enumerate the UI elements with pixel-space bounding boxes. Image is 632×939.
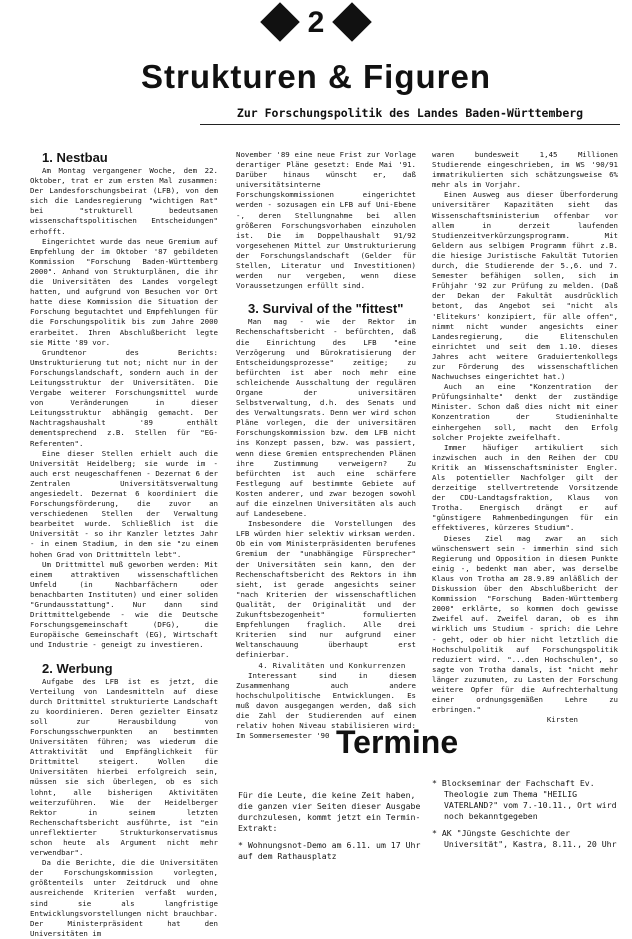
paragraph: Interessant sind in diesem Zusammenhang auch andere hochschulpolitische Entwicklungen. Es muß davon ausgegangen werden, daß sich die Zahl der Studierenden auf einem relativ hohen Niveau stabilisieren wird: Im Sommersemester '90 bbox=[236, 670, 416, 741]
termine-item-ak: * AK "Jüngste Geschichte der Universität", Kastra, 8.11., 20 Uhr bbox=[432, 828, 617, 849]
section-heading-survival: 3. Survival of the "fittest" bbox=[248, 301, 404, 317]
section-heading-nestbau: 1. Nestbau bbox=[42, 150, 108, 165]
issue-number: 2 bbox=[307, 6, 325, 39]
section-heading-rivalitaeten: 4. Rivalitäten und Konkurrenzen bbox=[258, 660, 406, 670]
paragraph: Grundtenor des Berichts: Umstrukturierung tut not; nicht nur in der Forschungslandschaft, sondern auch in der Leitungsstruktur der Universitäten. Die Vergabe weiterer Forschungsmittel wurde von Veränderungen in dieser Leitungsstruktur abhängig gemacht. Der Nachtragshaushalt '89 enthält dementsprechend z.B. Stellen für "EG-Referenten". bbox=[30, 347, 218, 448]
article-subtitle: Zur Forschungspolitik des Landes Baden-Württemberg bbox=[236, 106, 584, 120]
paragraph: Auch an eine "Konzentration der Prüfungsinhalte" denkt der zuständige Minister. Schon daß dies nicht mit einer Konzentration der Studieninhalte einhergehen soll, macht den Erfolg solcher Projekte zweifelhaft. bbox=[432, 382, 618, 442]
paragraph: Man mag - wie der Rektor im Rechenschaftsbericht - befürchten, daß die Einrichtung des LFB "eine Verzögerung und Bürokratisierung der Entscheidungsprozesse" zeitige; zu befürchten ist aber noch mehr eine schleichende Ausschaltung der regulären Organe der universitären Selbstverwaltung, d.h. des Senats und des Verwaltungsrats. Denn wer wird schon Pläne vorlegen, die der universitären Forschungskommission bzw. dem LFB nicht ins Konzept passen, bzw. was passiert, wenn diese Gremien entsprechenden Plänen ihre Zustimmung verweigern? Zu befürchten ist auch eine schärfere Festlegung auf bestimmte Gebiete auf Kosten anderer, und zwar bezogen sowohl auf die einzelnen Universitäten als auch auf Landesebene. bbox=[236, 317, 416, 519]
diamond-right-icon bbox=[332, 2, 372, 42]
subtitle-rule bbox=[200, 124, 620, 125]
column-1 bbox=[30, 150, 218, 939]
paragraph: waren bundesweit 1,45 Millionen Studierende eingeschrieben, im WS '90/91 immatrikulierten sich schätzungsweise 6% mehr als im Vorjahr. bbox=[432, 150, 618, 190]
paragraph: Insbesondere die Vorstellungen des LFB würden hier selektiv wirksam werden. Ob ein vom Ministerpräsidenten berufenes Gremium der "unabhängige Fürsprecher" der Universitäten sein kann, den der Rechenschaftsbericht des Rektors in ihm sieht, ist gerade angesichts seiner "nach Kriterien der wissenschaftlichen Qualität, der Originalität und der Zukunftsbezogenheit" formulierten Empfehlungen fraglich. Alle drei Kriterien sind nur aufgrund einer Weltanschauung überhaupt erst definierbar. bbox=[236, 519, 416, 660]
termine-item-blockseminar: * Blockseminar der Fachschaft Ev. Theologie zum Thema "HEILIG VATERLAND?" vom 7.-10.11., Ort wird noch bekanntgegeben bbox=[432, 778, 617, 821]
paragraph: November '89 eine neue Frist zur Vorlage derartiger Pläne gesetzt: Ende Mai '91. Darüber hinaus wünscht er, daß universitätsinterne Forschungskommissionen eingerichtet werden - sozusagen ein LFB auf Uni-Ebene -, deren Stellungnahme bei allen größeren Forschungsvorhaben einzuholen ist. Die im Doppelhaushalt 91/92 vorgesehenen Mittel zur Umstrukturierung der Forschungslandschaft (Gelder für Stellen, Literatur und Investitionen) werden nur vergeben, wenn diese Voraussetzungen erfüllt sind. bbox=[236, 150, 416, 291]
paragraph: Da die Berichte, die die Universitäten der Forschungskommission vorlegten, größtenteils unter Zeitdruck und ohne ausreichende Kriterien verfaßt wurden, sind sie als langfristige Entwicklungsvorstellungen nicht brauchbar. Der Ministerpräsident hat den Universitäten im bbox=[30, 858, 218, 938]
masthead bbox=[0, 6, 632, 46]
paragraph: Um Drittmittel muß geworben werden: Mit einem attraktiven wissenschaftlichen Umfeld (in Nachbarfächern oder benachbarten Instituten) und einer soliden "Grundausstattung". Nur dann sind Drittmittelgebende - wie die Deutsche Forschungsgemeinschaft (DFG), die Europäische Gemeinschaft (EG), Wirtschaft und Industrie - geneigt zu investieren. bbox=[30, 559, 218, 650]
diamond-left-icon bbox=[260, 2, 300, 42]
paragraph: Eingerichtet wurde das neue Gremium auf Empfehlung der im Oktober '87 gebildeten Kommission "Forschung Baden-Württemberg 2000". Anhand von Strukturplänen, die ihr die Universitäten des Landes vorgelegt hatten, und aufgrund von Besuchen vor Ort hatte diese Kommission die Situation der Forschung begutachtet und Empfehlungen für die Forschungspolitik bis zum Jahre 2000 erarbeitet. Ihren Abschlußbericht legte sie Mitte '89 vor. bbox=[30, 236, 218, 347]
author-signature: Kirsten bbox=[546, 715, 578, 725]
paragraph: Eine dieser Stellen erhielt auch die Universität Heidelberg; sie wurde im - auch erst neugeschaffenen - Dezernat 6 der Zentralen Universitätsverwaltung angesiedelt. Dezernat 6 koordiniert die Forschungsförderung, die zuvor an verschiedenen Stellen der Verwaltung bearbeitet wurde. Schließlich ist die Universität - so ihr Kanzler letztes Jahr - in einem Stadium, in dem sie "zu einem hohen Grad von Drittmitteln lebt". bbox=[30, 448, 218, 559]
termine-intro: Für die Leute, die keine Zeit haben, die ganzen vier Seiten dieser Ausgabe durchzulesen, kommt jetzt ein Termin-Extrakt: bbox=[238, 790, 421, 833]
termine-item-demo: * Wohnungsnot-Demo am 6.11. um 17 Uhr auf dem Rathausplatz bbox=[238, 840, 421, 861]
termine-heading: Termine bbox=[336, 724, 459, 760]
paragraph: Am Montag vergangener Woche, dem 22. Oktober, trat er zum ersten Mal zusammen: Der Landesforschungsbeirat (LFB), von dem sich die Landesregierung "wichtigen Rat" bei "strukturell bedeutsamen wissenschaftspolitischen Entscheidungen" erhofft. bbox=[30, 166, 218, 236]
paragraph: Einen Ausweg aus dieser Überforderung universitärer Kapazitäten sieht das Wissenschaftsministerium offenbar vor allem in derzeit laufenden Studienzeitverkürzungsprogramm. Mit Geldern aus selbigem Programm führt z.B. die hiesige Juristische Fakultät Tutorien durch, die Studierende der 5.,6. und 7. Semester befähigen sollen, sich im Frühjahr '92 zur Prüfung zu melden. (Daß der Dekan der Fakultät ausdrücklich betont, das Angebot sei "nicht als 'Elitekurs' konzipiert, für alle offen", nimmt nicht wunder angesichts einer Landesregierung, die Elitenschulen einrichtet und seit dem 1.10. dieses Jahres acht weitere Graduiertenkollegs zur Förderung des wissenschaftlichen Nachwuchses eingerichtet hat.) bbox=[432, 190, 618, 382]
column-3 bbox=[432, 150, 618, 725]
paragraph: Immer häufiger artikuliert sich inzwischen auch in den Reihen der CDU Kritik an Wissenschaftsminister Engler. Als potentieller Nachfolger gilt der derzeitige stellvertretende Vorsitzende der CDU-Landtagsfraktion, Klaus von Trotha. Energisch drängt er auf "günstigere Rahmenbedingungen für ein effektiveres, kürzeres Studium". bbox=[432, 442, 618, 533]
article-title: Strukturen & Figuren bbox=[140, 58, 492, 95]
termine-list bbox=[432, 778, 622, 856]
paragraph: Dieses Ziel mag zwar an sich wünschenswert sein - immerhin sind sich Regierung und Opposition in diesem Punkte einig -, bedenkt man aber, was derselbe Klaus von Trotha am 28.9.89 anläßlich der Diskussion über den Abschlußbericht der Kommission "Forschung Baden-Württemberg 2000" erklärte, so kommen doch gewisse Zweifel auf. Zweifel daran, ob es ihm wirklich ums Studium - sprich: die Lehre - geht, oder ob hier nicht letztlich die Hochschulpolitik auf Forschungspolitik reduziert wird. "...den Hochschulen", so sagte von Trotha damals, ist "nicht mehr länger zuzumuten, zu Lasten der Forschung weitere Opfer für die Aufrechterhaltung einer ordnungsgemäßen Lehre zu erbringen." bbox=[432, 533, 618, 715]
paragraph: Aufgabe des LFB ist es jetzt, die Verteilung von Landesmitteln auf diese durch Drittmittel strukturierte Landschaft zu koordinieren. Deren gezielter Einsatz soll zur Herausbildung von Forschungsschwerpunkten an bestimmten Universitäten führen; was wiederum die Attraktivität und Empfänglichkeit für Drittmittel steigert. Wollen die Universitäten hierbei erfolgreich sein, müssen sie sich überlegen, ob es sich lohnt, alle bisherigen Aktivitäten weiterzuführen. Wie der Heidelberger Rektor in seinem letzten Rechenschaftsbericht ausführte, ist "ein unreflektierter Strukturkonservatismus schon heute als Argument nicht mehr verwendbar". bbox=[30, 676, 218, 858]
termine-intro-box bbox=[238, 790, 424, 862]
column-2 bbox=[236, 150, 416, 741]
section-heading-werbung: 2. Werbung bbox=[42, 660, 113, 676]
